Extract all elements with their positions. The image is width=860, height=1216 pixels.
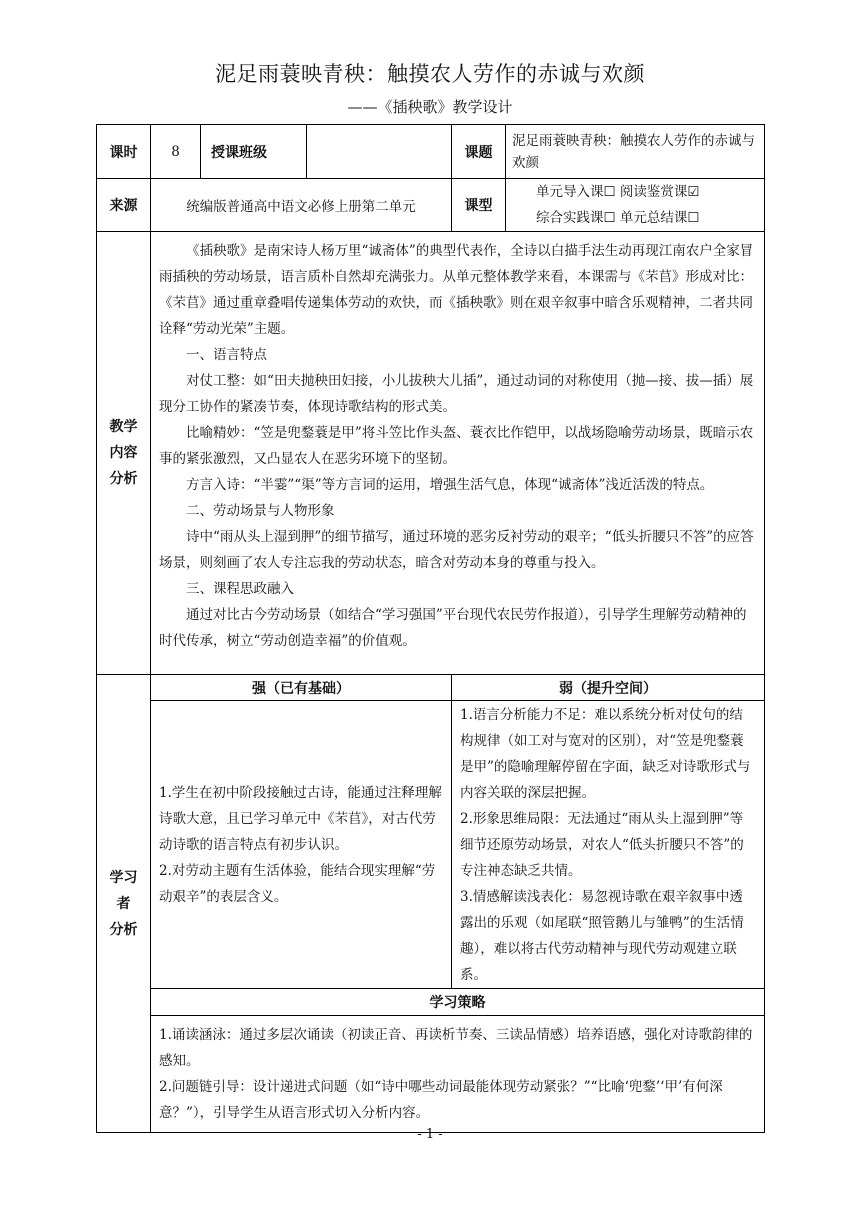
topic-label: 课题 [452, 125, 506, 179]
row-strategy-content [97, 1016, 765, 1133]
strong-item: 1.学生在初中阶段接触过古诗，能通过注释理解诗歌大意，且已学习单元中《芣苢》，对古代劳动诗歌的语言特点有初步认识。 [159, 784, 442, 853]
row-content-analysis [97, 232, 765, 675]
strong-item: 2.对劳动主题有生活体验，能结合现实理解“劳动艰辛”的表层含义。 [159, 862, 436, 905]
page-number: - 1 - [417, 1127, 443, 1142]
weak-header: 弱（提升空间） [452, 675, 765, 701]
source-label: 来源 [97, 179, 151, 232]
lesson-plan-table [96, 124, 765, 1133]
document-title: 泥足雨蓑映青秧：触摸农人劳作的赤诚与欢颜 [215, 62, 645, 86]
strategy-content [151, 1016, 765, 1133]
section-heading-language: 一、语言特点 [186, 347, 267, 363]
row-learner-content [97, 701, 765, 989]
strong-header: 强（已有基础） [151, 675, 452, 701]
content-analysis-label-text: 教学 内容 分析 [109, 419, 138, 487]
paragraph-dialect: 方言入诗：“半霎”“渠”等方言词的运用，增强生活气息，体现“诚斋体”浅近活泼的特点。 [186, 477, 714, 493]
lesson-type-options [506, 179, 765, 232]
row-source [97, 179, 765, 232]
paragraph-ideology: 通过对比古今劳动场景（如结合“学习强国”平台现代农民劳作报道），引导学生理解劳动精神的时代传承，树立“劳动创造幸福”的价值观。 [159, 607, 747, 649]
intro-paragraph: 《插秧歌》是南宋诗人杨万里“诚斋体”的典型代表作，全诗以白描手法生动再现江南农户全家冒雨插秧的劳动场景，语言质朴自然却充满张力。从单元整体教学来看，本课需与《芣苢》形成对比：《芣苢》通过重章叠唱传递集体劳动的欢快，而《插秧歌》则在艰辛叙事中暗含乐观精神，二者共同诠释“劳动光荣”主题。 [159, 243, 754, 337]
learner-analysis-label-text: 学习 者 分析 [109, 869, 138, 938]
section-heading-ideology: 三、课程思政融入 [186, 581, 294, 597]
row-learner-headers [97, 675, 765, 701]
content-analysis-body [151, 232, 765, 675]
strategy-item: 1.诵读涵泳：通过多层次诵读（初读正音、再读析节奏、三读品情感）培养语感，强化对诗歌韵律的感知。 [159, 1027, 753, 1069]
class-value [307, 125, 452, 179]
weak-item: 1.语言分析能力不足：难以系统分析对仗句的结构规律（如工对与宽对的区别），对“笠是兜鍪蓑是甲”的隐喻理解停留在字面，缺乏对诗歌形式与内容关联的深层把握。 [460, 706, 751, 801]
paragraph-scene: 诗中“雨从头上湿到胛”的细节描写，通过环境的恶劣反衬劳动的艰辛；“低头折腰只不答”的应答场景，则刻画了农人专注忘我的劳动状态，暗含对劳动本身的尊重与投入。 [159, 529, 754, 571]
period-label: 课时 [97, 125, 151, 179]
topic-value: 泥足雨蓑映青秧：触摸农人劳作的赤诚与欢颜 [506, 125, 765, 179]
lesson-type-line-1: 单元导入课☐ 阅读鉴赏课☑ [536, 184, 700, 200]
type-label: 课型 [452, 179, 506, 232]
strategy-item: 2.问题链引导：设计递进式问题（如“诗中哪些动词最能体现劳动紧张？”“比喻‘兜鍪’‘甲’有何深意？”），引导学生从语言形式切入分析内容。 [159, 1079, 723, 1121]
weak-content [452, 701, 765, 989]
class-label: 授课班级 [201, 125, 307, 179]
paragraph-antithesis: 对仗工整：如“田夫抛秧田妇接，小儿拔秧大儿插”，通过动词的对称使用（抛—接、拔—插）展现分工协作的紧凑节奏，体现诗歌结构的形式美。 [159, 373, 754, 415]
content-analysis-label [97, 232, 151, 675]
row-strategy-header [97, 989, 765, 1016]
row-period [97, 125, 765, 179]
period-value: 8 [151, 125, 201, 179]
document-subtitle: ——《插秧歌》教学设计 [347, 98, 513, 116]
weak-item: 3.情感解读浅表化：易忽视诗歌在艰辛叙事中透露出的乐观（如尾联“照管鹅儿与雏鸭”的生活情趣），难以将古代劳动精神与现代劳动观建立联系。 [460, 888, 744, 983]
source-value: 统编版普通高中语文必修上册第二单元 [151, 179, 452, 232]
weak-item: 2.形象思维局限：无法通过“雨从头上湿到胛”等细节还原劳动场景，对农人“低头折腰只不答”的专注神态缺乏共情。 [460, 810, 744, 879]
paragraph-metaphor: 比喻精妙：“笠是兜鍪蓑是甲”将斗笠比作头盔、蓑衣比作铠甲，以战场隐喻劳动场景，既暗示农事的紧张激烈，又凸显农人在恶劣环境下的坚韧。 [159, 425, 754, 467]
lesson-type-line-2: 综合实践课☐ 单元总结课☐ [536, 210, 700, 226]
section-heading-scene: 二、劳动场景与人物形象 [186, 503, 335, 519]
strong-content [151, 701, 452, 989]
strategy-header: 学习策略 [151, 989, 765, 1016]
learner-analysis-label [97, 675, 151, 1133]
